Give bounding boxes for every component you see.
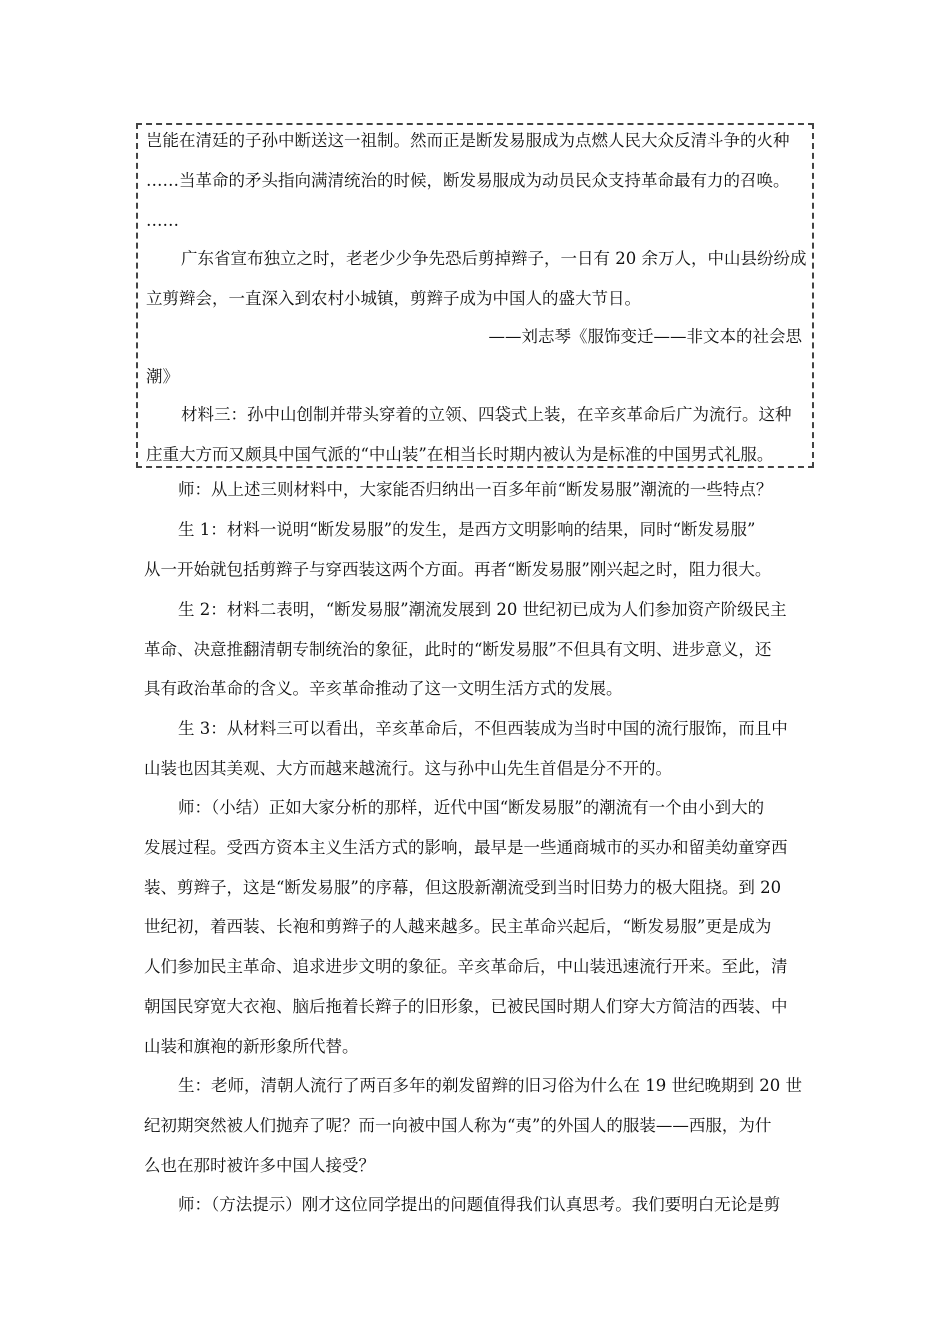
material-line: 广东省宣布独立之时，老老少少争先恐后剪掉辫子，一日有 20 余万人，中山县纷纷成 <box>181 249 807 268</box>
paragraph-line: 纪初期突然被人们抛弃了呢？而一向被中国人称为“夷”的外国人的服装——西服，为什 <box>144 1116 772 1135</box>
material-line: 材料三：孙中山创制并带头穿着的立领、四袋式上装，在辛亥革命后广为流行。这种 <box>181 405 792 424</box>
material-line: 岂能在清廷的子孙中断送这一祖制。然而正是断发易服成为点燃人民大众反清斗争的火种 <box>146 131 790 150</box>
paragraph-line: 装、剪辫子，这是“断发易服”的序幕，但这股新潮流受到当时旧势力的极大阻挠。到 20 <box>144 878 782 897</box>
paragraph-line: 朝国民穿宽大衣袍、脑后拖着长辫子的旧形象，已被民国时期人们穿大方简洁的西装、中 <box>144 997 788 1016</box>
paragraph-line: 生 1：材料一说明“断发易服”的发生，是西方文明影响的结果，同时“断发易服” <box>178 520 756 539</box>
paragraph-line: 师：（方法提示）刚才这位同学提出的问题值得我们认真思考。我们要明白无论是剪 <box>178 1195 781 1214</box>
paragraph-line: 么也在那时被许多中国人接受？ <box>144 1156 375 1175</box>
paragraph-line: 人们参加民主革命、追求进步文明的象征。辛亥革命后，中山装迅速流行开来。至此，清 <box>144 957 788 976</box>
paragraph-line: 师：从上述三则材料中，大家能否归纳出一百多年前“断发易服”潮流的一些特点？ <box>178 480 773 499</box>
material-box <box>136 123 814 468</box>
material-line: 庄重大方而又颇具中国气派的“中山装”在相当长时期内被认为是标准的中国男式礼服。 <box>146 445 774 464</box>
paragraph-line: 从一开始就包括剪辫子与穿西装这两个方面。再者“断发易服”刚兴起之时，阻力很大。 <box>144 560 772 579</box>
paragraph-line: 革命、决意推翻清朝专制统治的象征，此时的“断发易服”不但具有文明、进步意义，还 <box>144 640 772 659</box>
paragraph-line: 发展过程。受西方资本主义生活方式的影响，最早是一些通商城市的买办和留美幼童穿西 <box>144 838 788 857</box>
paragraph-line: 生：老师，清朝人流行了两百多年的剃发留辫的旧习俗为什么在 19 世纪晚期到 20 世 <box>178 1076 802 1095</box>
citation-line: 潮》 <box>146 367 179 386</box>
paragraph-line: 山装也因其美观、大方而越来越流行。这与孙中山先生首倡是分不开的。 <box>144 759 672 778</box>
paragraph-line: 具有政治革命的含义。辛亥革命推动了这一文明生活方式的发展。 <box>144 679 623 698</box>
paragraph-line: 世纪初，着西装、长袍和剪辫子的人越来越多。民主革命兴起后，“断发易服”更是成为 <box>144 917 772 936</box>
material-line: …… <box>146 211 179 230</box>
paragraph-line: 生 3：从材料三可以看出，辛亥革命后，不但西装成为当时中国的流行服饰，而且中 <box>178 719 788 738</box>
paragraph-line: 师：（小结）正如大家分析的那样，近代中国“断发易服”的潮流有一个由小到大的 <box>178 798 765 817</box>
material-line: ……当革命的矛头指向满清统治的时候，断发易服成为动员民众支持革命最有力的召唤。 <box>146 171 790 190</box>
material-line: 立剪辫会，一直深入到农村小城镇，剪辫子成为中国人的盛大节日。 <box>146 289 641 308</box>
citation-line: ——刘志琴《服饰变迁——非文本的社会思 <box>488 327 802 346</box>
paragraph-line: 山装和旗袍的新形象所代替。 <box>144 1037 359 1056</box>
paragraph-line: 生 2：材料二表明，“断发易服”潮流发展到 20 世纪初已成为人们参加资产阶级民主 <box>178 600 787 619</box>
